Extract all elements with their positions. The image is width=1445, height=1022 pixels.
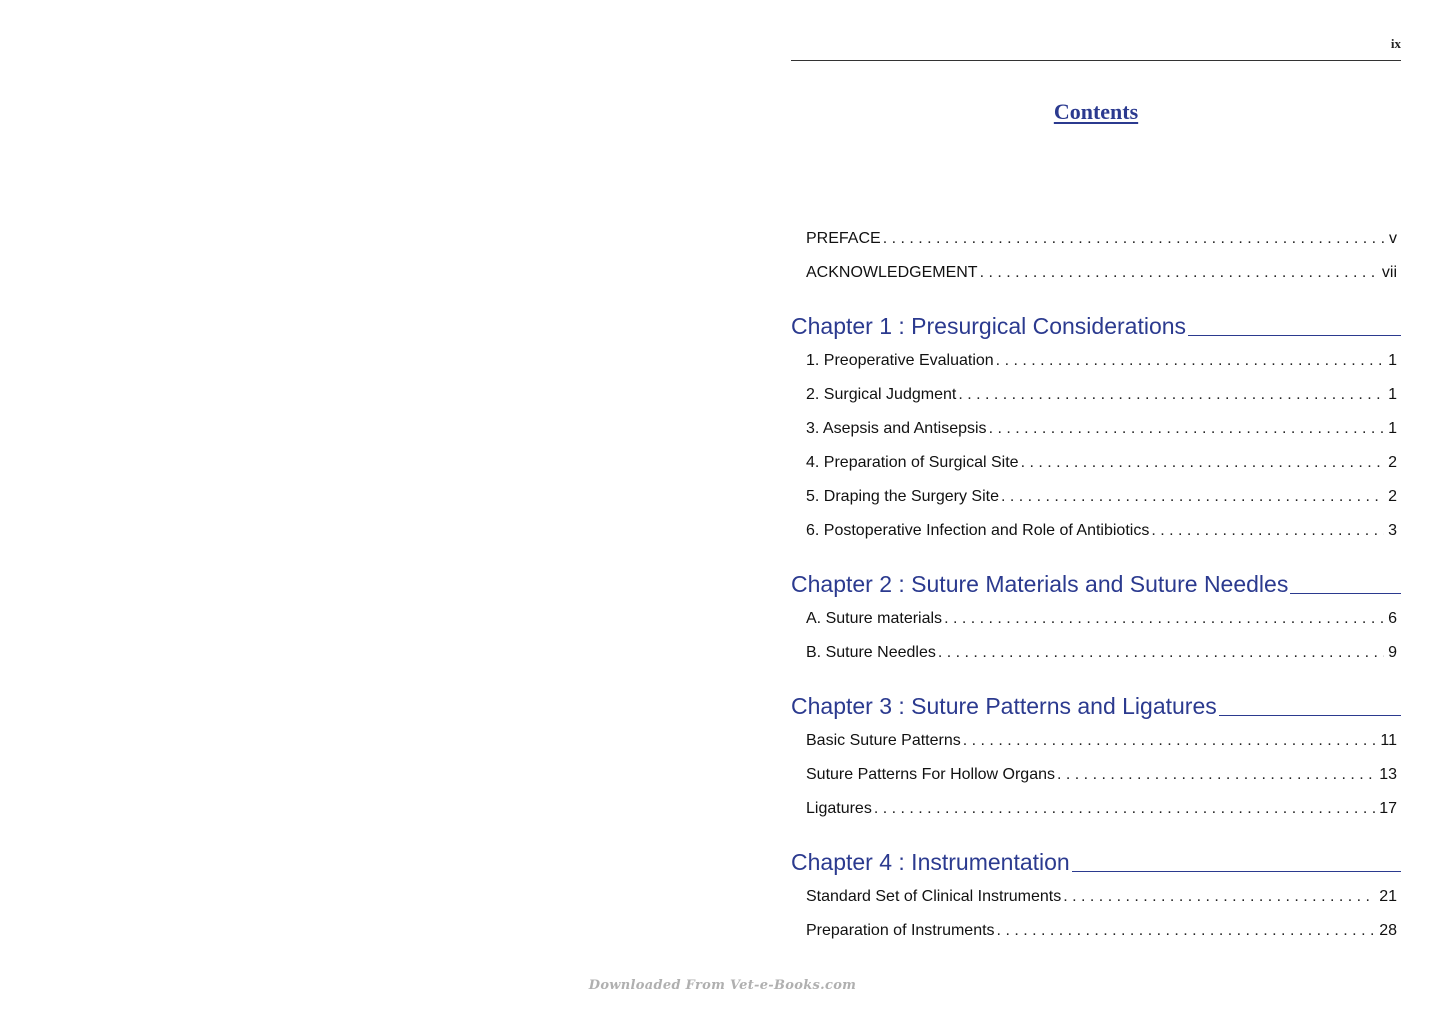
dot-leader	[1001, 488, 1384, 506]
toc-entry-page: 13	[1379, 766, 1397, 783]
dot-leader	[1057, 766, 1375, 784]
toc-entry-preface[interactable]	[806, 230, 1397, 252]
toc-entry[interactable]	[806, 488, 1397, 510]
toc-entry-label: 3. Asepsis and Antisepsis	[806, 420, 987, 437]
dot-leader	[1151, 522, 1384, 540]
toc-entry-page: 17	[1379, 800, 1397, 817]
toc-entry[interactable]	[806, 454, 1397, 476]
dot-leader	[963, 732, 1377, 750]
chapter-title: Chapter 3 : Suture Patterns and Ligatures	[791, 693, 1217, 719]
toc-entry[interactable]	[806, 420, 1397, 442]
toc-entry-page: 28	[1379, 922, 1397, 939]
toc-entry-page: vii	[1381, 264, 1397, 281]
toc-entry[interactable]	[806, 352, 1397, 374]
toc-entry[interactable]	[806, 610, 1397, 632]
dot-leader	[980, 264, 1378, 282]
header-rule	[791, 60, 1401, 61]
chapter-title: Chapter 4 : Instrumentation	[791, 849, 1070, 875]
toc-entry-label: Suture Patterns For Hollow Organs	[806, 766, 1055, 783]
toc-entry[interactable]	[806, 888, 1397, 910]
toc-entry[interactable]	[806, 922, 1397, 944]
chapter-heading-2[interactable]	[791, 563, 1401, 597]
toc-entry-label: A. Suture materials	[806, 610, 943, 627]
toc-entry-label: Basic Suture Patterns	[806, 732, 961, 749]
page-number: ix	[1390, 36, 1401, 51]
toc-entry-label: Standard Set of Clinical Instruments	[806, 888, 1062, 905]
chapter-heading-4[interactable]	[791, 841, 1401, 875]
toc-entry-label: Preparation of Instruments	[806, 922, 995, 939]
dot-leader	[997, 922, 1376, 940]
toc-entry[interactable]	[806, 800, 1397, 822]
toc-entry[interactable]	[806, 386, 1397, 408]
toc-entry-label: 4. Preparation of Surgical Site	[806, 454, 1019, 471]
watermark: Downloaded From Vet-e-Books.com	[588, 978, 857, 993]
toc-entry-page: 1	[1388, 352, 1397, 369]
toc-entry-page: 11	[1380, 732, 1397, 749]
dot-leader	[1021, 454, 1385, 472]
dot-leader	[989, 420, 1385, 438]
toc-entry-label: PREFACE	[806, 230, 881, 247]
toc-entry-label: Ligatures	[806, 800, 872, 817]
toc-entry-label: 2. Surgical Judgment	[806, 386, 957, 403]
toc-entry-page: 1	[1388, 386, 1397, 403]
toc-entry-page: 1	[1388, 420, 1397, 437]
dot-leader	[958, 386, 1384, 404]
chapter-title: Chapter 2 : Suture Materials and Suture Needles	[791, 571, 1289, 597]
toc-entry-page: 3	[1388, 522, 1397, 539]
chapter-heading-3[interactable]	[791, 685, 1401, 719]
toc-entry-label: 6. Postoperative Infection and Role of Antibiotics	[806, 522, 1150, 539]
toc-entry-label: 1. Preoperative Evaluation	[806, 352, 994, 369]
toc-entry[interactable]	[806, 766, 1397, 788]
contents-page	[791, 0, 1401, 1022]
dot-leader	[1063, 888, 1375, 906]
toc-entry[interactable]	[806, 522, 1397, 544]
toc-entry-page: v	[1389, 230, 1397, 247]
toc-entry-label: 5. Draping the Surgery Site	[806, 488, 999, 505]
toc-entry-page: 2	[1388, 488, 1397, 505]
dot-leader	[996, 352, 1384, 370]
toc-entry-label: B. Suture Needles	[806, 644, 936, 661]
toc-entry-page: 21	[1379, 888, 1397, 905]
toc-entry-label: ACKNOWLEDGEMENT	[806, 264, 978, 281]
dot-leader	[874, 800, 1375, 818]
chapter-title: Chapter 1 : Presurgical Considerations	[791, 313, 1187, 339]
toc-entry-page: 9	[1388, 644, 1397, 661]
toc-entry[interactable]	[806, 732, 1397, 754]
dot-leader	[883, 230, 1385, 248]
toc-entry-page: 2	[1388, 454, 1397, 471]
toc-entry[interactable]	[806, 644, 1397, 666]
dot-leader	[944, 610, 1384, 628]
contents-title: Contents	[1053, 99, 1139, 124]
toc-entry-acknowledgement[interactable]	[806, 264, 1397, 286]
chapter-heading-1[interactable]	[791, 305, 1401, 339]
dot-leader	[938, 644, 1384, 662]
toc-entry-page: 6	[1388, 610, 1397, 627]
